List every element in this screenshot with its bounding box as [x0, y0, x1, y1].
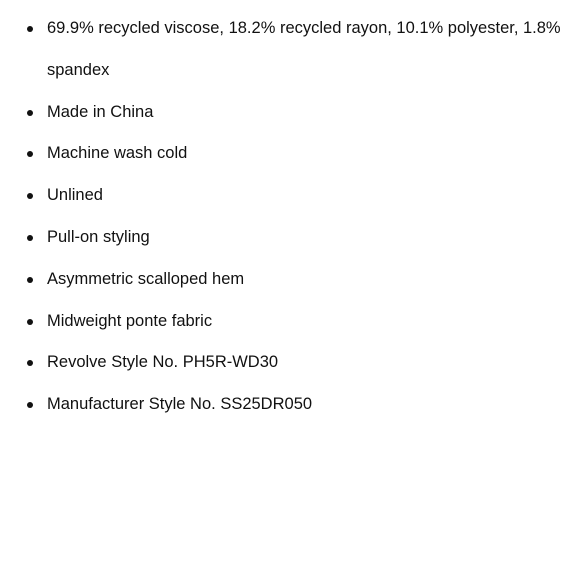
bullet-icon	[27, 360, 33, 366]
bullet-icon	[27, 319, 33, 325]
list-item-hem	[0, 259, 580, 301]
list-item-text: Pull-on styling	[47, 227, 150, 246]
list-item-text: 69.9% recycled viscose, 18.2% recycled rayon, 10.1% polyester, 1.8% spandex	[47, 19, 561, 79]
list-item-text: Asymmetric scalloped hem	[47, 269, 245, 288]
list-item-text: Revolve Style No. PH5R-WD30	[47, 353, 279, 372]
list-item-origin	[0, 92, 580, 134]
list-item-fabric	[0, 301, 580, 343]
bullet-icon	[27, 110, 33, 116]
bullet-icon	[27, 193, 33, 199]
list-item-lining	[0, 175, 580, 217]
list-item-text: Made in China	[47, 102, 154, 121]
list-item-revolve-style	[0, 342, 580, 384]
bullet-icon	[27, 277, 33, 283]
list-item-text: Machine wash cold	[47, 144, 188, 163]
list-item-manufacturer-style	[0, 384, 580, 426]
list-item-text: Midweight ponte fabric	[47, 311, 213, 330]
bullet-icon	[27, 402, 33, 408]
bullet-icon	[27, 235, 33, 241]
list-item-text: Unlined	[47, 186, 103, 205]
list-item-care	[0, 133, 580, 175]
bullet-icon	[27, 151, 33, 157]
list-item-text: Manufacturer Style No. SS25DR050	[47, 395, 313, 414]
list-item-styling	[0, 217, 580, 259]
bullet-icon	[27, 26, 33, 32]
list-item-composition	[0, 8, 580, 92]
